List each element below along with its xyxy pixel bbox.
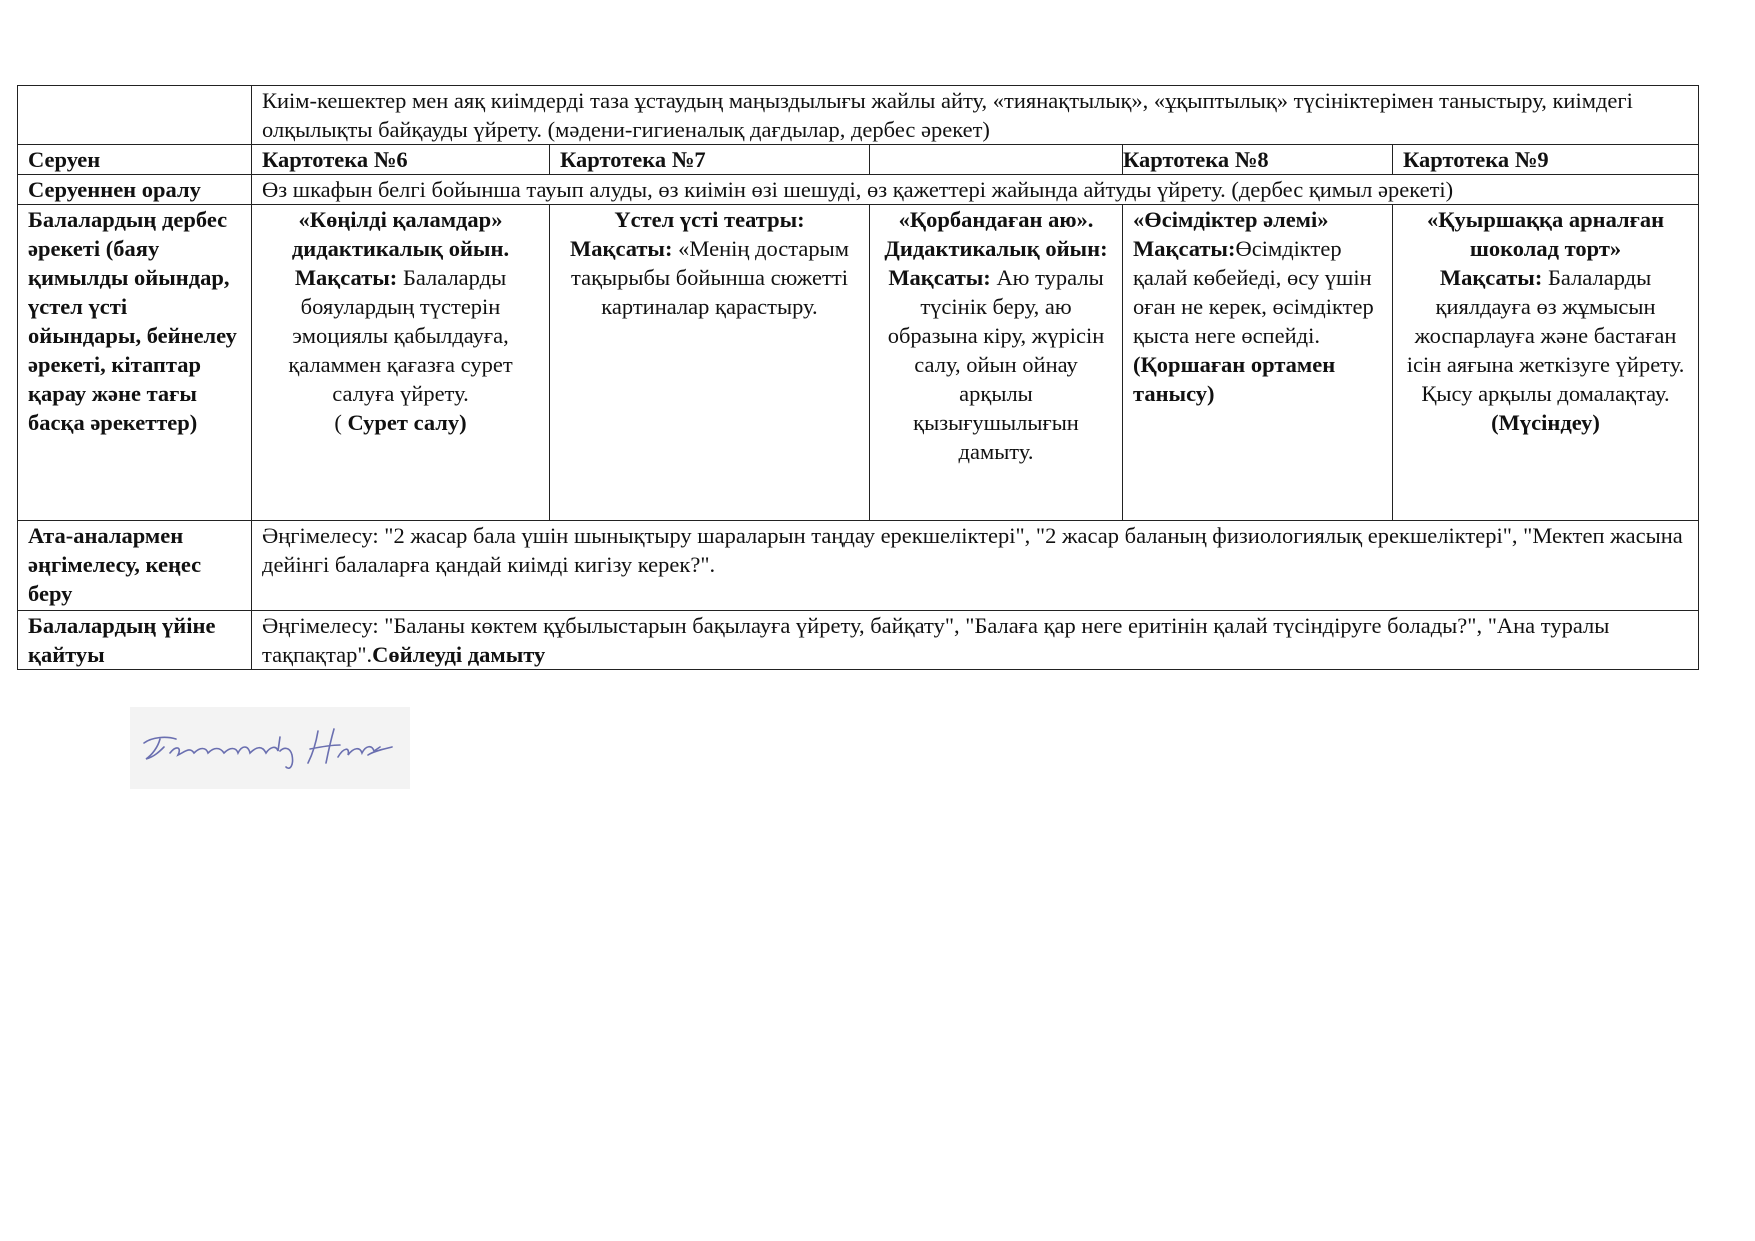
signature-stroke-word xyxy=(170,737,293,768)
activity-3-goal: Аю туралы түсінік беру, аю образына кіру, жүрісін салу, ойын ойнау арқылы қызығушылығын дамыту. xyxy=(887,265,1105,464)
parents-label: Ата-аналармен әңгімелесу, кеңес беру xyxy=(18,521,252,611)
activity-4-area: (Қоршаған ортамен танысу) xyxy=(1133,352,1336,406)
activity-5-title: «Қуыршаққа арналған шоколад торт» xyxy=(1426,207,1665,261)
walk-empty-cell xyxy=(870,145,1123,175)
signature-stroke-squiggle xyxy=(338,747,392,757)
activity-cell-1 xyxy=(252,205,550,521)
activity-1-title: «Көңілді қаламдар» дидактикалық ойын. xyxy=(291,207,510,261)
activity-1-goal-label: Мақсаты: xyxy=(294,265,398,290)
activity-4-title: «Өсімдіктер әлемі» xyxy=(1133,207,1329,232)
home-label: Балалардың үйіне қайтуы xyxy=(18,611,252,670)
row-parents xyxy=(18,521,1699,611)
activity-4-goal: Өсімдіктер қалай көбейеді, өсу үшін оған не керек, өсімдіктер қыста неге өспейді. xyxy=(1133,236,1374,348)
home-text-cell xyxy=(252,611,1699,670)
walk-card-9: Картотека №9 xyxy=(1393,145,1699,175)
activity-cell-3 xyxy=(870,205,1123,521)
row-top-text: Киім-кешектер мен аяқ киімдерді таза ұстаудың маңыздылығы жайлы айту, «тиянақтылық», «ұқыптылық» түсініктерімен таныстыру, киімдегі олқылықты байқауды үйрету. (мәдени-гигиеналық дағдылар, дербес әрекет) xyxy=(252,86,1699,145)
home-text: Әңгімелесу: "Баланы көктем құбылыстарын бақылауға үйрету, байқату", "Балаға қар неге еритінін қалай түсіндіруге болады?", "Ана туралы тақпақтар". xyxy=(262,613,1610,667)
row-return xyxy=(18,175,1699,205)
activity-label: Балалардың дербес әрекеті (баяу қимылды ойындар, үстел үсті ойындары, бейнелеу әрекеті, кітаптар қарау және тағы басқа әрекеттер) xyxy=(18,205,252,521)
activity-2-title: Үстел үсті театры: xyxy=(614,207,805,232)
home-area: Сөйлеуді дамыту xyxy=(372,642,546,667)
activity-cell-5 xyxy=(1393,205,1699,521)
walk-card-7: Картотека №7 xyxy=(550,145,870,175)
signature-stroke-t-stem xyxy=(146,739,164,759)
activity-2-goal-label: Мақсаты: xyxy=(570,236,673,261)
row-walk xyxy=(18,145,1699,175)
parents-text: Әңгімелесу: "2 жасар бала үшін шынықтыру шараларын таңдау ерекшеліктері", "2 жасар баланың физиологиялық ерекшеліктері", "Мектеп жасына дейінгі балаларға қандай киімді кигізу керек?". xyxy=(252,521,1699,611)
activity-4-goal-label: Мақсаты: xyxy=(1133,236,1236,261)
walk-label: Серуен xyxy=(18,145,252,175)
return-text: Өз шкафын белгі бойынша тауып алуды, өз киімін өзі шешуді, өз қажеттері жайында айтуды үйрету. (дербес қимыл әрекеті) xyxy=(252,175,1699,205)
walk-card-6: Картотека №6 xyxy=(252,145,550,175)
row-activity xyxy=(18,205,1699,521)
return-label: Серуеннен оралу xyxy=(18,175,252,205)
activity-1-area-open: ( xyxy=(334,410,348,435)
row-home xyxy=(18,611,1699,670)
activity-5-goal: Балаларды қиялдауға өз жұмысын жоспарлауға және бастаған ісін аяғына жеткізуге үйрету. Қысу арқылы домалақтау. xyxy=(1406,265,1685,406)
activity-3-title: «Қорбандаған аю». Дидактикалық ойын: xyxy=(884,207,1108,261)
walk-card-8: Картотека №8 xyxy=(1123,145,1393,175)
signature-image xyxy=(130,707,410,789)
signature-stroke-initial xyxy=(308,729,340,763)
activity-cell-2 xyxy=(550,205,870,521)
signature-svg xyxy=(130,707,410,789)
daily-plan-table xyxy=(17,85,1699,670)
activity-5-area: (Мүсіндеу) xyxy=(1491,410,1600,435)
activity-1-area: Сурет салу) xyxy=(347,410,467,435)
activity-2-goal: «Менің достарым тақырыбы бойынша сюжетті картиналар қарастыру. xyxy=(571,236,849,319)
activity-cell-4 xyxy=(1123,205,1393,521)
activity-3-goal-label: Мақсаты: xyxy=(888,265,991,290)
signature-strokes xyxy=(144,729,392,768)
row-top-label xyxy=(18,86,252,145)
activity-5-goal-label: Мақсаты: xyxy=(1439,265,1543,290)
activity-1-goal: Балаларды бояулардың түстерін эмоциялы қабылдауға, қаламмен қағазға сурет салуға үйрету. xyxy=(288,265,513,406)
row-top xyxy=(18,86,1699,145)
